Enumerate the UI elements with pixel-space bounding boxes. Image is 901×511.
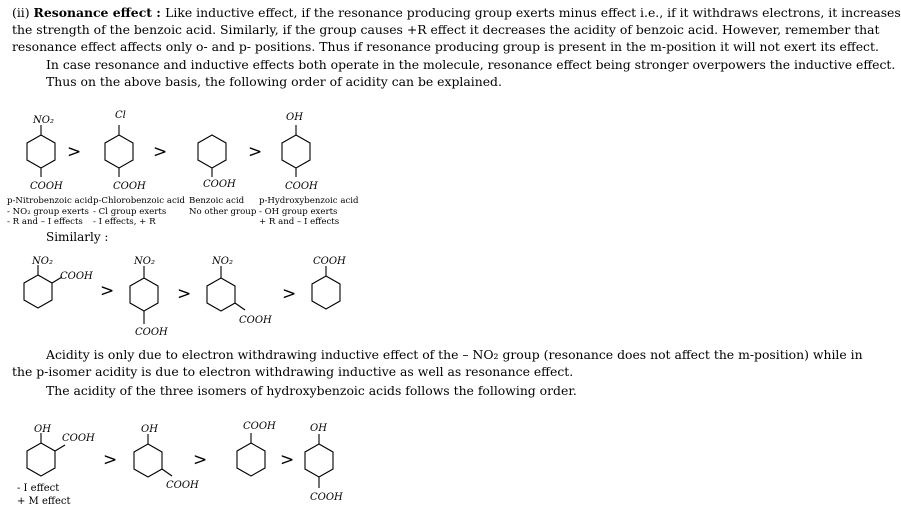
- paragraph-line: the p-isomer acidity is due to electron withdrawing inductive as well as resonance effect.: [12, 364, 574, 379]
- benzene-ring-icon: [21, 125, 61, 181]
- caption-line: No other group: [189, 206, 257, 217]
- effect-notes: [17, 483, 71, 508]
- benzene-ring-icon: [192, 133, 232, 179]
- substituent-label: OH: [310, 423, 327, 434]
- greater-than: >: [193, 450, 208, 470]
- section-heading: Resonance effect :: [33, 5, 166, 20]
- cooh-label: COOH: [135, 327, 168, 338]
- cooh-label: COOH: [310, 492, 343, 503]
- caption-line: - I effects, + R: [93, 217, 156, 227]
- paragraph-line: Thus on the above basis, the following order of acidity can be explained.: [46, 74, 502, 89]
- benzene-ring-icon: [306, 266, 346, 316]
- similarly-label: Similarly :: [46, 230, 109, 244]
- section-number: (ii): [12, 5, 34, 20]
- greater-than: >: [280, 450, 295, 470]
- caption-line: p-Chlorobenzoic acid: [93, 196, 186, 206]
- caption-line: + R and – I effects: [259, 217, 340, 227]
- substituent-label: NO₂: [212, 256, 233, 267]
- benzene-ring-icon: [124, 266, 164, 328]
- greater-than: >: [103, 450, 118, 470]
- substituent-label: OH: [34, 424, 51, 435]
- benzene-ring-icon: [231, 433, 271, 483]
- cooh-label: COOH: [60, 271, 93, 282]
- paragraph-line: resonance effect affects only o- and p- positions. Thus if resonance producing group is present in the m-position it will not exert its effect.: [12, 39, 879, 54]
- cooh-label: COOH: [113, 181, 146, 192]
- greater-than: >: [67, 142, 82, 162]
- paragraph-line: [12, 4, 901, 21]
- cooh-label: COOH: [203, 179, 236, 190]
- caption-line: p-Nitrobenzoic acid: [7, 196, 93, 206]
- benzene-ring-icon: [299, 434, 339, 492]
- caption-line: - OH group exerts: [259, 206, 338, 217]
- cooh-label: COOH: [62, 433, 95, 444]
- substituent-label: NO₂: [33, 115, 54, 126]
- cooh-label: COOH: [313, 256, 346, 267]
- benzene-ring-icon: [201, 266, 251, 322]
- paragraph-line: Acidity is only due to electron withdrawing inductive effect of the – NO₂ group (resonance does not affect the m-position) while in: [46, 347, 863, 362]
- caption-p-chlorobenzoic: [93, 196, 185, 228]
- greater-than: >: [153, 142, 168, 162]
- effect-line: - I effect: [17, 483, 60, 494]
- cooh-label: COOH: [30, 181, 63, 192]
- greater-than: >: [177, 284, 192, 304]
- caption-line: - R and – I effects: [7, 217, 83, 227]
- caption-benzoic: [189, 196, 256, 217]
- substituent-label: NO₂: [32, 256, 53, 267]
- substituent-label: OH: [286, 112, 303, 123]
- paragraph-text: Like inductive effect, if the resonance producing group exerts minus effect i.e., if it withdraws electrons, it increases: [165, 5, 901, 20]
- caption-line: p-Hydroxybenzoic acid: [259, 196, 359, 206]
- caption-line: Benzoic acid: [189, 196, 245, 206]
- paragraph-line: the strength of the benzoic acid. Similarly, if the group causes +R effect it decreases the acidity of benzoic acid. However, remember that: [12, 22, 880, 37]
- caption-line: - Cl group exerts: [93, 206, 167, 217]
- paragraph-line: In case resonance and inductive effects both operate in the molecule, resonance effect being stronger overpowers the inductive effect.: [46, 57, 896, 72]
- paragraph-line: The acidity of the three isomers of hydroxybenzoic acids follows the following order.: [46, 383, 577, 398]
- greater-than: >: [100, 281, 115, 301]
- substituent-label: Cl: [115, 110, 126, 121]
- substituent-label: OH: [141, 424, 158, 435]
- benzene-ring-icon: [99, 125, 139, 181]
- caption-line: - NO₂ group exerts: [7, 206, 89, 217]
- cooh-label: COOH: [285, 181, 318, 192]
- cooh-label: COOH: [239, 315, 272, 326]
- caption-p-nitrobenzoic: [7, 196, 93, 228]
- greater-than: >: [248, 142, 263, 162]
- substituent-label: NO₂: [134, 256, 155, 267]
- benzene-ring-icon: [18, 265, 68, 315]
- cooh-label: COOH: [243, 421, 276, 432]
- greater-than: >: [282, 284, 297, 304]
- caption-p-hydroxybenzoic: [259, 196, 359, 228]
- benzene-ring-icon: [276, 125, 316, 181]
- effect-line: + M effect: [17, 495, 71, 507]
- benzene-ring-icon: [21, 433, 71, 483]
- cooh-label: COOH: [166, 480, 199, 491]
